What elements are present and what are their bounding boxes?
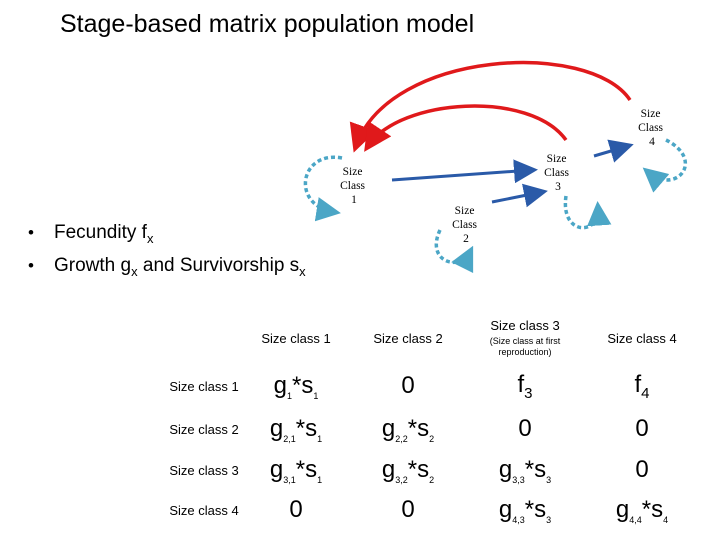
projection-matrix [168, 312, 698, 530]
matrix-cell: $g_{2,2}*s_2$ [381, 414, 435, 444]
matrix-cell: $f_4$ [634, 370, 650, 402]
growth-arrow-class2-to-class3 [492, 192, 542, 202]
growth-arrow-class3-to-class4 [594, 146, 628, 156]
matrix-cell: $g_{3,3}*s_3$ [498, 455, 552, 485]
matrix-row [168, 364, 698, 408]
node-class4: Size Class 4 [638, 108, 664, 148]
matrix-cell: 0 [401, 372, 415, 399]
bullet-dot: • [28, 223, 34, 242]
matrix-cell: 0 [401, 496, 415, 523]
fecundity-arrow-class3-to-class1 [368, 106, 566, 146]
matrix-row [168, 450, 698, 490]
matrix-cell: $g_{4,3}*s_3$ [498, 495, 552, 525]
col-header-note: (Size class at first reproduction) [489, 336, 561, 357]
survival-loop-class1 [305, 157, 342, 212]
node-class3: Size Class 3 [544, 153, 570, 193]
matrix-cell: $g_{3,2}*s_2$ [381, 455, 435, 485]
row-header: Size class 2 [169, 421, 239, 437]
page-title: Stage-based matrix population model [60, 10, 475, 38]
matrix-cell: 0 [635, 415, 649, 442]
matrix-header-row [168, 312, 698, 364]
bullet-growth-survivorship [28, 252, 306, 285]
bullet-list [28, 219, 306, 285]
matrix-cell: 0 [289, 496, 303, 523]
bullet-growth-text: Growth $g_x$ and Survivorship $s_x$ [54, 254, 306, 279]
node-class2: Size Class 2 [452, 205, 478, 245]
row-header: Size class 1 [169, 378, 239, 394]
matrix-cell: $g_{4,4}*s_4$ [615, 495, 669, 525]
col-header: Size class 2 [373, 330, 443, 346]
matrix-row [168, 408, 698, 450]
growth-arrow-class1-to-class3 [392, 170, 532, 180]
col-header: Size class 1 [261, 330, 331, 346]
matrix-corner [168, 312, 240, 364]
bullet-fecundity [28, 219, 306, 252]
bullet-fecundity-text: Fecundity $f_x$ [54, 222, 154, 246]
matrix-cell: 0 [635, 456, 649, 483]
node-class1: Size Class 1 [340, 166, 366, 206]
matrix-cell: $g_1*s_1$ [273, 371, 319, 401]
fecundity-arrow-class4-to-class1 [356, 63, 630, 146]
col-header: Size class 3 (Size class at first reproduction) [464, 312, 586, 364]
col-header: Size class 4 [607, 330, 677, 346]
bullet-dot: • [28, 255, 34, 275]
matrix-cell: 0 [518, 415, 532, 442]
survival-loop-class3 [565, 196, 598, 228]
matrix-cell: $f_3$ [517, 370, 533, 402]
matrix-row [168, 490, 698, 530]
row-header: Size class 3 [169, 462, 239, 478]
matrix-cell: $g_{3,1}*s_1$ [269, 455, 323, 485]
matrix-cell: $g_{2,1}*s_1$ [269, 414, 323, 444]
row-header: Size class 4 [169, 502, 239, 518]
